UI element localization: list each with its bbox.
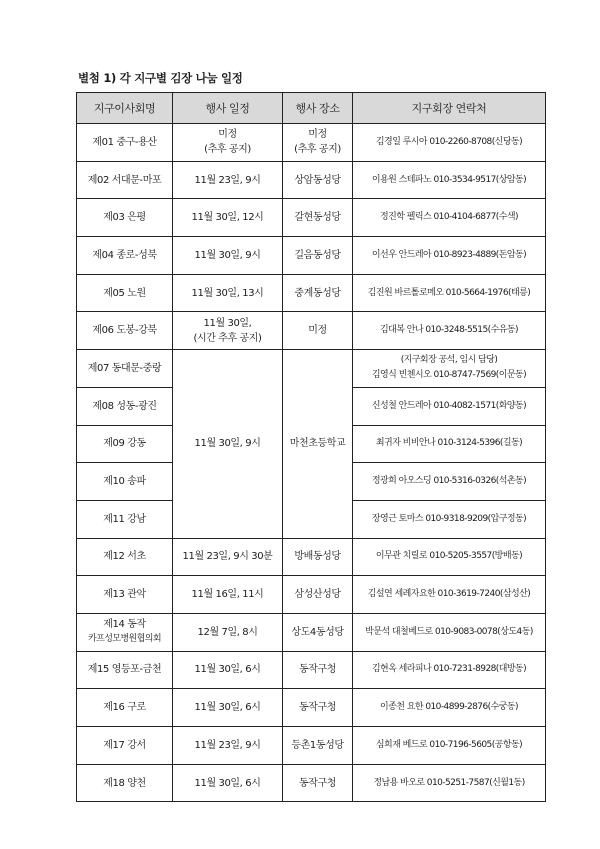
date-line: (시간 추후 공지): [193, 332, 262, 344]
table-row: [77, 237, 546, 275]
venue-line: 미정: [308, 129, 327, 141]
date-cell: 11월 30일, 12시: [173, 199, 283, 237]
merged-venue-cell: 마천초등학교: [283, 350, 353, 538]
table-row: [77, 199, 546, 237]
district-cell: 제11 강남: [77, 500, 173, 538]
header-date: 행사 일정: [173, 93, 283, 124]
date-cell: 11월 30일, 9시: [173, 237, 283, 275]
district-line: 제14 동작: [103, 619, 146, 631]
contact-cell: [353, 350, 546, 388]
date-cell: 11월 30일, 6시: [173, 651, 283, 689]
venue-cell: 삼성산성당: [283, 576, 353, 614]
venue-cell: 상암동성당: [283, 161, 353, 199]
date-cell: 11월 30일, 6시: [173, 764, 283, 802]
district-cell: 제02 서대문-마포: [77, 161, 173, 199]
contact-cell: 이용원 스테파노 010-3534-9517(상암동): [353, 161, 546, 199]
merged-date-cell: 11월 30일, 9시: [173, 350, 283, 538]
table-header-row: [77, 93, 546, 124]
district-cell: 제10 송파: [77, 463, 173, 501]
district-subline: 카프성모병원협의회: [88, 634, 161, 645]
table-row: [77, 350, 546, 388]
contact-cell: 김경일 루시아 010-2260-8708(신당동): [353, 124, 546, 162]
table-row: [77, 764, 546, 802]
contact-cell: 김설연 세례자요한 010-3619-7240(삼성산): [353, 576, 546, 614]
schedule-table: [76, 92, 546, 802]
date-cell: 11월 23일, 9시 30분: [173, 538, 283, 576]
venue-cell: [283, 124, 353, 162]
district-cell: 제03 은평: [77, 199, 173, 237]
contact-cell: 김진원 바르톨로메오 010-5664-1976(태릉): [353, 274, 546, 312]
header-contact: 지구회장 연락처: [353, 93, 546, 124]
contact-cell: 이무관 치릴로 010-5205-3557(방배동): [353, 538, 546, 576]
contact-cell: 이종천 요한 010-4899-2876(수궁동): [353, 689, 546, 727]
venue-cell: 미정: [283, 312, 353, 350]
contact-cell: 김대복 안나 010-3248-5515(수유동): [353, 312, 546, 350]
contact-cell: 김현옥 세라피나 010-7231-8928(대방동): [353, 651, 546, 689]
venue-cell: 방배동성당: [283, 538, 353, 576]
table-row: [77, 274, 546, 312]
date-cell: 11월 16일, 11시: [173, 576, 283, 614]
date-cell: 11월 23일, 9시: [173, 727, 283, 765]
contact-cell: 박문석 대철베드로 010-9083-0078(상도4동): [353, 613, 546, 651]
venue-cell: 길음동성당: [283, 237, 353, 275]
date-cell: 11월 30일, 6시: [173, 689, 283, 727]
date-cell: 12월 7일, 8시: [173, 613, 283, 651]
table-row: [77, 613, 546, 651]
contact-line: 김영식 빈첸시오 010-8747-7569(이문동): [371, 370, 527, 381]
contact-cell: 정남용 바오로 010-5251-7587(신월1동): [353, 764, 546, 802]
district-cell: 제08 성동-광진: [77, 387, 173, 425]
date-cell: 11월 30일, 13시: [173, 274, 283, 312]
contact-cell: 정진학 펠릭스 010-4104-6877(수색): [353, 199, 546, 237]
venue-cell: 등촌1동성당: [283, 727, 353, 765]
contact-line: (지구회장 공석, 임시 담당): [400, 355, 498, 366]
district-cell: 제18 양천: [77, 764, 173, 802]
district-cell: 제17 강서: [77, 727, 173, 765]
district-cell: 제06 도봉-강북: [77, 312, 173, 350]
venue-cell: 동작구청: [283, 764, 353, 802]
contact-cell: 이선우 안드레아 010-8923-4889(돈암동): [353, 237, 546, 275]
table-row: [77, 124, 546, 162]
contact-cell: 심희재 베드로 010-7196-5605(공항동): [353, 727, 546, 765]
date-cell: [173, 124, 283, 162]
date-line: 미정: [218, 129, 237, 141]
header-venue: 행사 장소: [283, 93, 353, 124]
table-row: [77, 651, 546, 689]
table-row: [77, 161, 546, 199]
venue-line: (추후 공지): [294, 144, 341, 156]
contact-cell: 정광희 아오스딩 010-5316-0326(석촌동): [353, 463, 546, 501]
contact-cell: 신성철 안드레아 010-4082-1571(화양동): [353, 387, 546, 425]
table-row: [77, 538, 546, 576]
venue-cell: 상도4동성당: [283, 613, 353, 651]
table-row: [77, 727, 546, 765]
district-cell: 제01 중구-용산: [77, 124, 173, 162]
venue-cell: 중계동성당: [283, 274, 353, 312]
district-cell: 제12 서초: [77, 538, 173, 576]
district-cell: 제04 종로-성북: [77, 237, 173, 275]
district-cell: 제09 강동: [77, 425, 173, 463]
contact-cell: 최귀자 비비안나 010-3124-5396(길동): [353, 425, 546, 463]
date-cell: 11월 23일, 9시: [173, 161, 283, 199]
venue-cell: 동작구청: [283, 689, 353, 727]
district-cell: 제16 구로: [77, 689, 173, 727]
header-district: 지구이사회명: [77, 93, 173, 124]
district-cell: 제07 동대문-중랑: [77, 350, 173, 388]
district-cell: 제05 노원: [77, 274, 173, 312]
district-cell: 제13 관악: [77, 576, 173, 614]
table-row: [77, 689, 546, 727]
venue-cell: 동작구청: [283, 651, 353, 689]
date-line: (추후 공지): [204, 144, 251, 156]
table-row: [77, 312, 546, 350]
venue-cell: 갈현동성당: [283, 199, 353, 237]
district-cell: [77, 613, 173, 651]
table-row: [77, 576, 546, 614]
contact-cell: 장영근 토마스 010-9318-9209(압구정동): [353, 500, 546, 538]
date-line: 11월 30일,: [203, 317, 252, 329]
district-cell: 제15 영등포-금천: [77, 651, 173, 689]
document-title: 별첨 1) 각 지구별 김장 나눔 일정: [78, 71, 243, 85]
date-cell: [173, 312, 283, 350]
